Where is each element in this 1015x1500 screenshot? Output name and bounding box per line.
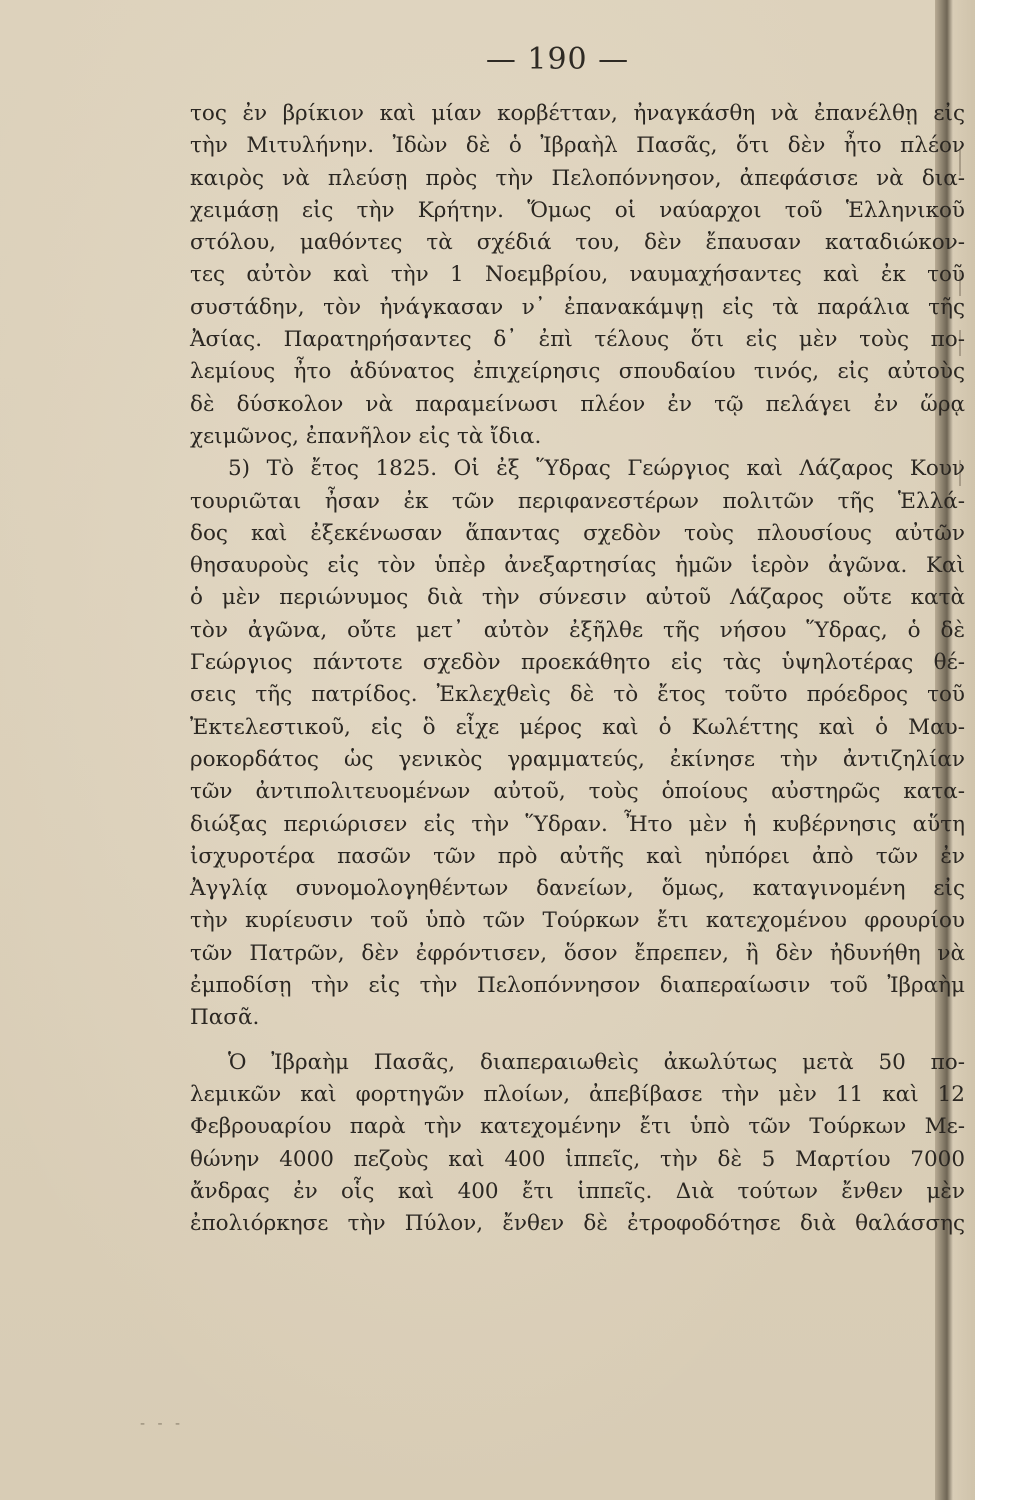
text-line: δος καὶ ἐξεκένωσαν ἅπαντας σχεδὸν τοὺς πλουσίους αὐτῶν <box>190 520 965 546</box>
text-line: ἄνδρας ἐν οἷς καὶ 400 ἔτι ἱππεῖς. Διὰ τούτων ἔνθεν μὲν <box>190 1178 965 1204</box>
text-line: θώνην 4000 πεζοὺς καὶ 400 ἱππεῖς, τὴν δὲ 5 Μαρτίου 7000 <box>190 1146 965 1172</box>
text-line: Γεώργιος πάντοτε σχεδὸν προεκάθητο εἰς τὰς ὑψηλοτέρας θέ- <box>190 650 965 676</box>
text-line: ροκορδάτος ὡς γενικὸς γραμματεύς, ἐκίνησε τὴν ἀντιζηλίαν <box>190 746 965 772</box>
page-number: — 190 — <box>485 42 630 77</box>
paragraph-start-line: Ὁ Ἰβραὴμ Πασᾶς, διαπεραιωθεὶς ἀκωλύτως μετὰ 50 πο- <box>228 1049 965 1075</box>
text-line: συστάδην, τὸν ἠνάγκασαν ν᾽ ἐπανακάμψῃ εἰς τὰ παράλια τῆς <box>190 294 965 320</box>
text-line: τὴν κυρίευσιν τοῦ ὑπὸ τῶν Τούρκων ἔτι κατεχομένου φρουρίου <box>190 908 965 934</box>
text-line: θησαυροὺς εἰς τὸν ὑπὲρ ἀνεξαρτησίας ἡμῶν ἱερὸν ἀγῶνα. Καὶ <box>190 553 965 579</box>
text-line: χειμάσῃ εἰς τὴν Κρήτην. Ὅμως οἱ ναύαρχοι τοῦ Ἑλληνικοῦ <box>190 197 965 223</box>
section-heading-line: 5) Τὸ ἔτος 1825. Οἱ ἐξ Ὕδρας Γεώργιος καὶ Λάζαρος Κουν <box>228 456 965 482</box>
text-line: Ἐκτελεστικοῦ, εἰς ὃ εἶχε μέρος καὶ ὁ Κωλέττης καὶ ὁ Μαυ- <box>190 714 965 740</box>
text-line: καιρὸς νὰ πλεύσῃ πρὸς τὴν Πελοπόννησον, ἀπεφάσισε νὰ δια- <box>190 165 965 191</box>
text-line: σεις τῆς πατρίδος. Ἐκλεχθεὶς δὲ τὸ ἔτος τοῦτο πρόεδρος τοῦ <box>190 682 965 708</box>
stray-print-mark: - - - <box>140 1416 185 1432</box>
text-line: τες αὐτὸν καὶ τὴν 1 Νοεμβρίου, ναυμαχήσαντες καὶ ἐκ τοῦ <box>190 262 965 288</box>
text-line: ἐπολιόρκησε τὴν Πύλον, ἔνθεν δὲ ἐτροφοδότησε διὰ θαλάσσης <box>190 1211 965 1237</box>
text-line: τουριῶται ἦσαν ἐκ τῶν περιφανεστέρων πολιτῶν τῆς Ἑλλά- <box>190 488 965 514</box>
text-line: Ἀγγλίᾳ συνομολογηθέντων δανείων, ὅμως, καταγινομένη εἰς <box>190 876 965 902</box>
text-line: ἰσχυροτέρα πασῶν τῶν πρὸ αὐτῆς καὶ ηὐπόρει ἀπὸ τῶν ἐν <box>190 843 965 869</box>
text-line: Πασᾶ. <box>190 1005 260 1031</box>
text-line: Φεβρουαρίου παρὰ τὴν κατεχομένην ἔτι ὑπὸ τῶν Τούρκων Με- <box>190 1114 965 1140</box>
text-line: λεμίους ἦτο ἀδύνατος ἐπιχείρησις σπουδαίου τινός, εἰς αὐτοὺς <box>190 359 965 385</box>
text-line: τὸν ἀγῶνα, οὔτε μετ᾽ αὐτὸν ἐξῆλθε τῆς νήσου Ὕδρας, ὁ δὲ <box>190 617 965 643</box>
text-line: λεμικῶν καὶ φορτηγῶν πλοίων, ἀπεβίβασε τὴν μὲν 11 καὶ 12 <box>190 1081 965 1107</box>
text-line: Ἀσίας. Παρατηρήσαντες δ᾽ ἐπὶ τέλους ὅτι εἰς μὲν τοὺς πο- <box>190 327 965 353</box>
text-line: χειμῶνος, ἐπανῆλον εἰς τὰ ἴδια. <box>190 423 542 449</box>
text-line: τος ἐν βρίκιον καὶ μίαν κορβέτταν, ἠναγκάσθη νὰ ἐπανέλθῃ εἰς <box>190 101 965 126</box>
text-line: τὴν Μιτυλήνην. Ἰδὼν δὲ ὁ Ἰβραὴλ Πασᾶς, ὅτι δὲν ἦτο πλέον <box>190 133 965 159</box>
text-line: στόλου, μαθόντες τὰ σχέδιά του, δὲν ἔπαυσαν καταδιώκον- <box>190 230 965 256</box>
text-line: διώξας περιώρισεν εἰς τὴν Ὕδραν. Ἦτο μὲν ἡ κυβέρνησις αὕτη <box>190 811 965 837</box>
text-line: τῶν ἀντιπολιτευομένων αὐτοῦ, τοὺς ὁποίους αὐστηρῶς κατα- <box>190 779 965 805</box>
text-line: ὁ μὲν περιώνυμος διὰ τὴν σύνεσιν αὐτοῦ Λάζαρος οὔτε κατὰ <box>190 585 965 611</box>
text-line: ἐμποδίσῃ τὴν εἰς τὴν Πελοπόννησον διαπεραίωσιν τοῦ Ἰβραὴμ <box>190 973 965 999</box>
body-text <box>190 98 965 1240</box>
text-line: δὲ δύσκολον νὰ παραμείνωσι πλέον ἐν τῷ πελάγει ἐν ὥρᾳ <box>190 391 965 417</box>
text-line: τῶν Πατρῶν, δὲν ἐφρόντισεν, ὅσον ἔπρεπεν, ἢ δὲν ἠδυνήθη νὰ <box>190 940 965 966</box>
